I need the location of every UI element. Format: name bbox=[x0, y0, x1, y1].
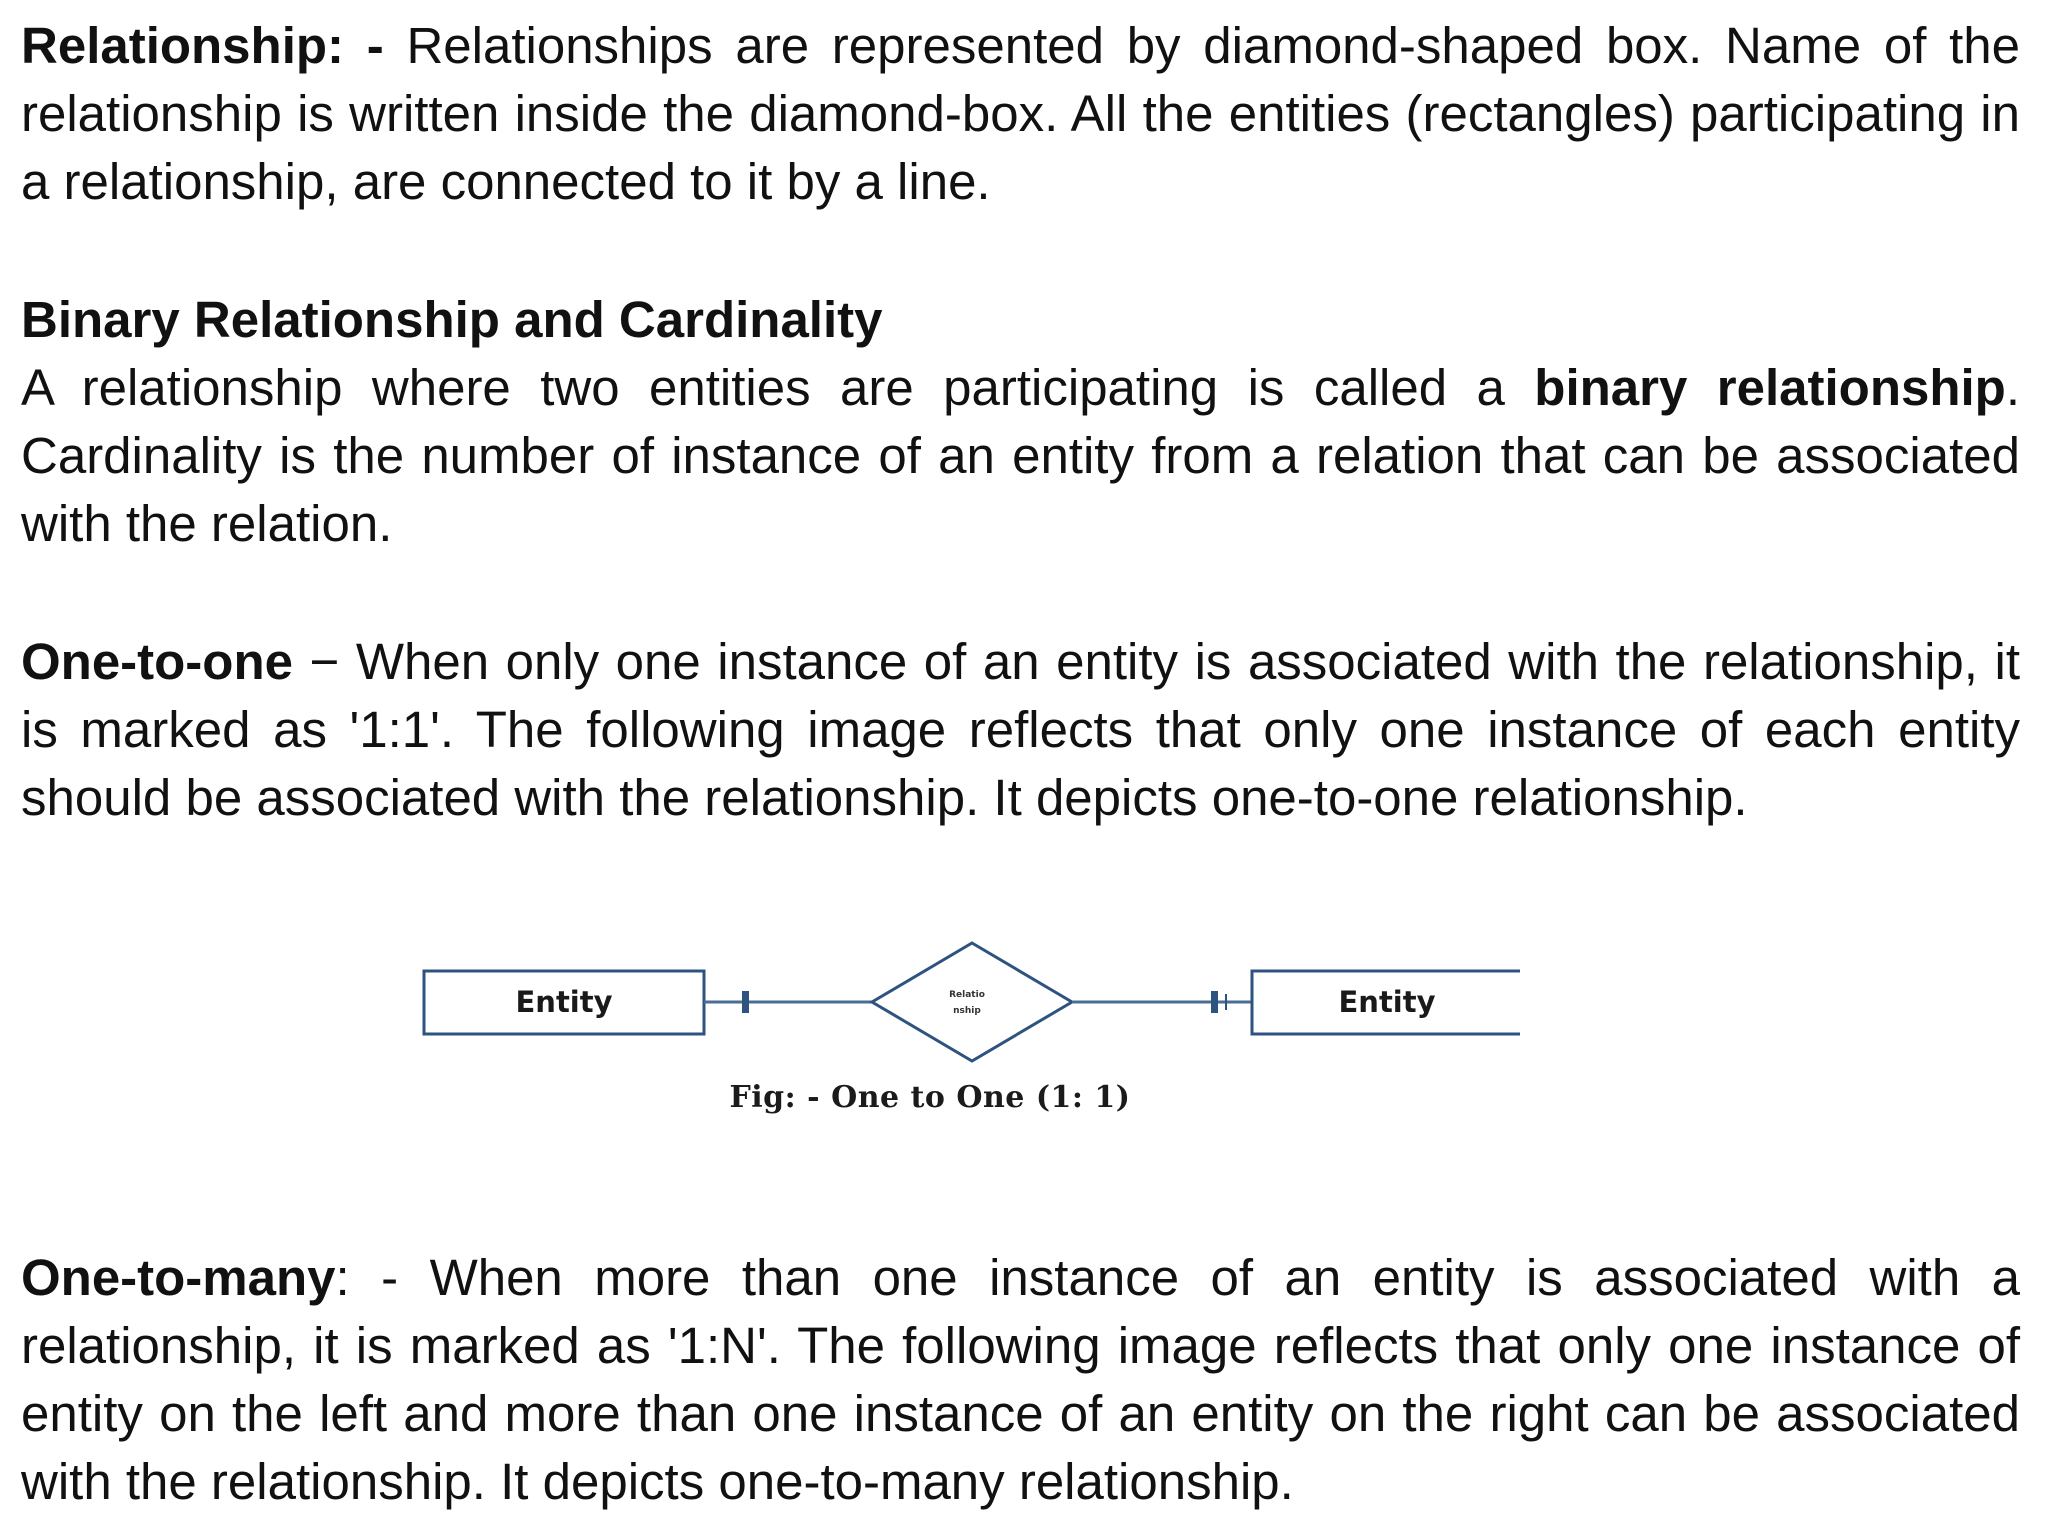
left-entity-label: Entity bbox=[515, 985, 613, 1019]
one-to-one-paragraph bbox=[21, 628, 2020, 832]
one-to-many-term: One-to-many bbox=[21, 1249, 336, 1306]
one-to-many-paragraph bbox=[21, 1244, 2020, 1516]
one-to-one-term: One-to-one bbox=[21, 633, 293, 690]
binary-relationship-paragraph bbox=[21, 354, 2020, 558]
relationship-term: Relationship: - bbox=[21, 17, 384, 74]
relationship-label-line2: nship bbox=[953, 1006, 981, 1016]
one-to-one-definition: − When only one instance of an entity is associated with the relationship, it is marked as '1:1'. The following image reflects that only one instance of each entity should be associated with the relationship. It depicts one-to-one relationship. bbox=[21, 633, 2020, 826]
er-diagram-svg bbox=[420, 940, 1520, 1080]
left-cardinality-mark bbox=[742, 991, 749, 1013]
relationship-paragraph bbox=[21, 12, 2020, 216]
binary-relationship-term: binary relationship bbox=[1534, 359, 2006, 416]
binary-text-after: . Cardinality is the number of instance of an entity from a relation that can be associated with the relation. bbox=[21, 359, 2020, 552]
one-to-many-definition: : - When more than one instance of an entity is associated with a relationship, it is marked as '1:N'. The following image reflects that only one instance of entity on the left and more than one instance of an entity on the right can be associated with the relationship. It depicts one-to-many relationship. bbox=[21, 1249, 2020, 1510]
binary-relationship-heading: Binary Relationship and Cardinality bbox=[21, 291, 883, 348]
relationship-definition: Relationships are represented by diamond-shaped box. Name of the relationship is written inside the diamond-box. All the entities (rectangles) participating in a relationship, are connected to it by a line. bbox=[21, 17, 2020, 210]
right-cardinality-mark bbox=[1211, 991, 1218, 1013]
one-to-one-er-diagram bbox=[420, 940, 1520, 1140]
binary-text-before: A relationship where two entities are participating is called a bbox=[21, 359, 1535, 416]
right-entity-label: Entity bbox=[1338, 985, 1436, 1019]
relationship-label-line1: Relatio bbox=[949, 990, 985, 1000]
relationship-diamond bbox=[872, 943, 1072, 1061]
figure-caption: Fig: - One to One (1: 1) bbox=[729, 1080, 1131, 1115]
